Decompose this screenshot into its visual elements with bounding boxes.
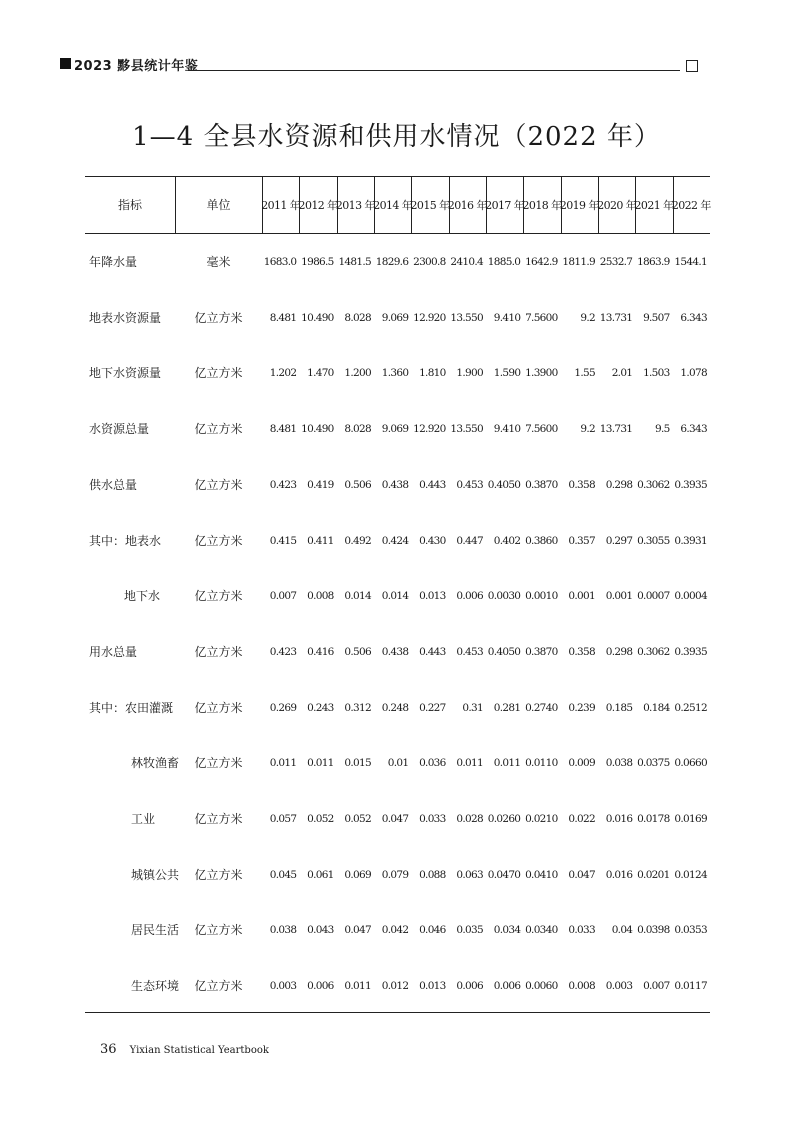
value-cell: 6.343 xyxy=(680,311,707,324)
row-unit: 亿立方米 xyxy=(194,477,243,492)
value-cell: 0.011 xyxy=(269,757,297,770)
value-cell: 0.006 xyxy=(456,980,483,993)
value-cell: 0.008 xyxy=(568,980,595,993)
value-cell: 0.447 xyxy=(456,534,483,547)
value-cell: 0.419 xyxy=(307,478,334,491)
table-row xyxy=(85,809,710,829)
value-cell: 0.0260 xyxy=(487,813,521,825)
value-cell: 1.3900 xyxy=(525,367,558,380)
value-cell: 0.506 xyxy=(344,645,371,658)
value-cell: 1.590 xyxy=(493,367,521,380)
header-title: 2023 黟县统计年鉴 xyxy=(74,59,199,74)
value-cell: 0.047 xyxy=(381,813,409,825)
value-cell: 9.5 xyxy=(655,423,670,436)
value-cell: 0.0010 xyxy=(525,590,558,603)
value-cell: 0.034 xyxy=(493,924,521,937)
value-cell: 0.269 xyxy=(269,701,297,714)
value-cell: 0.3935 xyxy=(674,478,707,491)
value-cell: 7.5600 xyxy=(525,311,558,324)
value-cell: 9.410 xyxy=(493,311,521,324)
value-cell: 0.022 xyxy=(568,813,595,825)
table-row xyxy=(85,976,710,996)
value-cell: 0.185 xyxy=(605,701,633,714)
value-cell: 12.920 xyxy=(413,311,446,324)
row-label: 林牧渔畜 xyxy=(131,756,180,771)
value-cell: 0.411 xyxy=(307,534,334,547)
value-cell: 0.4050 xyxy=(487,645,521,658)
value-cell: 1.360 xyxy=(381,367,409,380)
value-cell: 0.011 xyxy=(493,757,521,770)
value-cell: 0.423 xyxy=(269,478,297,491)
row-label: 地表水资源量 xyxy=(89,310,162,325)
value-cell: 8.028 xyxy=(344,423,371,436)
header-box-icon xyxy=(686,60,698,72)
value-cell: 13.731 xyxy=(599,311,633,324)
table-row xyxy=(85,753,710,773)
header-year: 2021 年 xyxy=(634,198,674,212)
value-cell: 0.0060 xyxy=(525,980,558,993)
value-cell: 1.470 xyxy=(307,367,334,380)
value-cell: 0.402 xyxy=(493,534,521,547)
value-cell: 0.184 xyxy=(643,701,670,714)
value-cell: 0.028 xyxy=(456,813,483,825)
table-row xyxy=(85,363,710,383)
value-cell: 0.506 xyxy=(344,478,371,491)
header-column-divider xyxy=(175,176,176,233)
value-cell: 2410.4 xyxy=(450,256,483,268)
value-cell: 0.492 xyxy=(344,534,371,547)
value-cell: 0.042 xyxy=(381,924,409,937)
value-cell: 1683.0 xyxy=(263,256,297,268)
value-cell: 1.810 xyxy=(419,367,446,380)
value-cell: 0.006 xyxy=(493,980,521,993)
value-cell: 0.0004 xyxy=(674,590,707,603)
value-cell: 8.028 xyxy=(344,311,371,324)
value-cell: 0.0117 xyxy=(674,980,707,993)
value-cell: 0.443 xyxy=(419,645,446,658)
value-cell: 0.036 xyxy=(419,757,446,770)
value-cell: 12.920 xyxy=(413,423,446,436)
value-cell: 0.038 xyxy=(269,924,297,937)
header-year: 2013 年 xyxy=(335,198,375,212)
value-cell: 0.01 xyxy=(387,757,409,770)
value-cell: 0.3062 xyxy=(637,478,670,491)
value-cell: 1.078 xyxy=(680,367,707,380)
value-cell: 0.424 xyxy=(381,534,409,547)
row-unit: 亿立方米 xyxy=(194,310,243,325)
row-unit: 亿立方米 xyxy=(194,700,243,715)
row-unit: 亿立方米 xyxy=(194,533,243,548)
value-cell: 10.490 xyxy=(301,423,334,436)
value-cell: 0.015 xyxy=(344,757,371,770)
value-cell: 9.069 xyxy=(381,423,409,436)
value-cell: 0.014 xyxy=(344,590,371,603)
value-cell: 0.3870 xyxy=(525,645,558,658)
value-cell: 0.0110 xyxy=(525,757,558,770)
value-cell: 2532.7 xyxy=(599,256,633,268)
value-cell: 1829.6 xyxy=(375,256,409,268)
value-cell: 0.358 xyxy=(568,478,595,491)
value-cell: 0.3860 xyxy=(525,534,558,547)
value-cell: 0.2740 xyxy=(525,701,558,714)
row-unit: 亿立方米 xyxy=(194,979,243,994)
row-unit: 亿立方米 xyxy=(194,589,243,604)
table-row xyxy=(85,865,710,885)
value-cell: 0.012 xyxy=(381,980,409,993)
header-indicator: 指标 xyxy=(117,198,142,212)
row-label: 其中：地表水 xyxy=(89,533,162,548)
value-cell: 0.011 xyxy=(456,757,483,770)
value-cell: 0.006 xyxy=(307,980,334,993)
value-cell: 0.3062 xyxy=(637,645,670,658)
value-cell: 0.243 xyxy=(307,701,334,714)
value-cell: 1.900 xyxy=(456,367,483,380)
header-year: 2018 年 xyxy=(522,198,562,212)
value-cell: 0.298 xyxy=(605,645,633,658)
value-cell: 0.298 xyxy=(605,478,633,491)
row-unit: 亿立方米 xyxy=(194,756,243,771)
header-year: 2012 年 xyxy=(298,198,338,212)
table-row xyxy=(85,698,710,718)
value-cell: 0.013 xyxy=(419,590,446,603)
value-cell: 0.007 xyxy=(643,980,670,993)
value-cell: 0.001 xyxy=(568,590,595,603)
value-cell: 0.0398 xyxy=(637,924,670,937)
page-footer xyxy=(100,1038,269,1057)
value-cell: 0.423 xyxy=(269,645,297,658)
header-square-icon xyxy=(60,58,71,69)
value-cell: 0.079 xyxy=(381,868,409,881)
value-cell: 0.31 xyxy=(462,701,483,714)
row-unit: 亿立方米 xyxy=(194,812,243,826)
value-cell: 0.438 xyxy=(381,478,409,491)
value-cell: 0.069 xyxy=(344,868,371,881)
row-label: 地下水资源量 xyxy=(89,366,162,381)
running-header xyxy=(60,56,700,72)
header-year: 2020 年 xyxy=(597,198,637,212)
value-cell: 9.069 xyxy=(381,311,409,324)
value-cell: 9.2 xyxy=(580,311,595,324)
value-cell: 0.0353 xyxy=(674,924,707,937)
value-cell: 0.415 xyxy=(269,534,297,547)
value-cell: 0.063 xyxy=(456,868,483,881)
value-cell: 1544.1 xyxy=(674,256,707,268)
value-cell: 0.043 xyxy=(307,924,334,937)
value-cell: 0.088 xyxy=(419,868,446,881)
value-cell: 0.443 xyxy=(419,478,446,491)
row-label: 供水总量 xyxy=(89,477,138,492)
value-cell: 0.011 xyxy=(344,980,371,993)
header-year: 2017 年 xyxy=(485,198,525,212)
header-year: 2014 年 xyxy=(373,198,413,212)
value-cell: 0.430 xyxy=(419,534,446,547)
value-cell: 1.55 xyxy=(574,367,595,380)
header-unit: 单位 xyxy=(206,198,231,212)
value-cell: 0.009 xyxy=(568,757,595,770)
row-label: 生态环境 xyxy=(131,979,180,994)
value-cell: 0.006 xyxy=(456,590,483,603)
page-title: 1—4 全县水资源和供用水情况（2022 年） xyxy=(132,122,661,152)
value-cell: 0.357 xyxy=(568,534,595,547)
header-year: 2011 年 xyxy=(261,198,301,212)
value-cell: 1642.9 xyxy=(525,256,558,268)
value-cell: 8.481 xyxy=(269,423,297,436)
value-cell: 0.0201 xyxy=(637,868,670,881)
value-cell: 1885.0 xyxy=(487,256,521,268)
value-cell: 0.438 xyxy=(381,645,409,658)
table-row xyxy=(85,475,710,495)
row-label: 年降水量 xyxy=(89,255,138,269)
value-cell: 0.061 xyxy=(307,868,334,881)
header-year: 2019 年 xyxy=(559,198,599,212)
value-cell: 0.453 xyxy=(456,478,483,491)
value-cell: 0.047 xyxy=(568,868,595,881)
row-label: 地下水 xyxy=(124,589,161,604)
value-cell: 6.343 xyxy=(680,423,707,436)
value-cell: 0.003 xyxy=(269,980,297,993)
value-cell: 0.0178 xyxy=(637,813,670,825)
value-cell: 0.0210 xyxy=(525,813,558,825)
value-cell: 0.0660 xyxy=(674,757,707,770)
table-row xyxy=(85,586,710,606)
value-cell: 0.052 xyxy=(307,813,334,825)
value-cell: 8.481 xyxy=(269,311,297,324)
value-cell: 0.033 xyxy=(419,813,446,825)
value-cell: 0.239 xyxy=(568,701,595,714)
value-cell: 0.0470 xyxy=(487,868,521,881)
value-cell: 1.200 xyxy=(344,367,371,380)
table-bottom-rule xyxy=(85,1012,710,1013)
row-unit: 亿立方米 xyxy=(194,644,243,659)
value-cell: 10.490 xyxy=(301,311,334,324)
value-cell: 0.3931 xyxy=(674,534,707,547)
value-cell: 9.507 xyxy=(643,311,670,324)
value-cell: 0.0030 xyxy=(487,590,521,603)
value-cell: 0.227 xyxy=(419,701,446,714)
value-cell: 0.016 xyxy=(605,868,633,881)
value-cell: 1986.5 xyxy=(301,256,334,268)
table-row xyxy=(85,252,710,272)
value-cell: 0.0007 xyxy=(637,590,670,603)
value-cell: 0.011 xyxy=(307,757,334,770)
row-unit: 亿立方米 xyxy=(194,923,243,938)
value-cell: 0.008 xyxy=(307,590,334,603)
header-year: 2015 年 xyxy=(410,198,450,212)
value-cell: 0.003 xyxy=(605,980,633,993)
value-cell: 0.033 xyxy=(568,924,595,937)
value-cell: 2.01 xyxy=(611,367,633,380)
row-label: 水资源总量 xyxy=(89,422,150,437)
table-row xyxy=(85,642,710,662)
value-cell: 0.3055 xyxy=(637,534,670,547)
value-cell: 0.3935 xyxy=(674,645,707,658)
value-cell: 0.281 xyxy=(493,701,521,714)
value-cell: 0.052 xyxy=(344,813,371,825)
row-unit: 亿立方米 xyxy=(194,422,243,437)
value-cell: 1.202 xyxy=(269,367,297,380)
value-cell: 7.5600 xyxy=(525,423,558,436)
row-label: 其中：农田灌溉 xyxy=(89,700,174,715)
row-unit: 亿立方米 xyxy=(194,867,243,882)
value-cell: 1.503 xyxy=(643,367,670,380)
value-cell: 0.016 xyxy=(605,813,633,825)
value-cell: 0.358 xyxy=(568,645,595,658)
row-label: 工业 xyxy=(131,812,156,826)
value-cell: 0.0169 xyxy=(674,813,707,825)
value-cell: 0.046 xyxy=(419,924,446,937)
value-cell: 0.0375 xyxy=(637,757,670,770)
value-cell: 0.038 xyxy=(605,757,633,770)
value-cell: 0.312 xyxy=(344,701,371,714)
row-label: 城镇公共 xyxy=(131,867,180,882)
row-unit: 亿立方米 xyxy=(194,366,243,381)
value-cell: 0.297 xyxy=(605,534,633,547)
table-row xyxy=(85,308,710,328)
value-cell: 0.014 xyxy=(381,590,409,603)
value-cell: 0.04 xyxy=(611,924,633,937)
value-cell: 1481.5 xyxy=(338,256,371,268)
value-cell: 13.731 xyxy=(599,423,633,436)
value-cell: 0.0124 xyxy=(674,868,707,881)
value-cell: 0.4050 xyxy=(487,478,521,491)
table-row xyxy=(85,419,710,439)
value-cell: 0.2512 xyxy=(674,701,707,714)
value-cell: 13.550 xyxy=(450,423,483,436)
value-cell: 13.550 xyxy=(450,311,483,324)
page-number: 36 xyxy=(100,1042,117,1057)
value-cell: 0.001 xyxy=(605,590,633,603)
value-cell: 0.0410 xyxy=(525,868,558,881)
value-cell: 1863.9 xyxy=(637,256,670,268)
value-cell: 0.3870 xyxy=(525,478,558,491)
table-row xyxy=(85,920,710,940)
value-cell: 0.047 xyxy=(344,924,371,937)
row-label: 居民生活 xyxy=(131,923,180,938)
row-unit: 毫米 xyxy=(206,255,231,269)
value-cell: 0.035 xyxy=(456,924,483,937)
value-cell: 9.410 xyxy=(493,423,521,436)
value-cell: 0.007 xyxy=(269,590,297,603)
footer-text: Yixian Statistical Yeartbook xyxy=(129,1045,269,1056)
value-cell: 2300.8 xyxy=(413,256,446,268)
table-row xyxy=(85,531,710,551)
value-cell: 0.248 xyxy=(381,701,409,714)
row-label: 用水总量 xyxy=(89,644,138,659)
value-cell: 1811.9 xyxy=(562,256,595,268)
value-cell: 0.045 xyxy=(269,868,297,881)
value-cell: 9.2 xyxy=(580,423,595,436)
value-cell: 0.453 xyxy=(456,645,483,658)
value-cell: 0.0340 xyxy=(525,924,558,937)
header-rule xyxy=(188,70,680,71)
value-cell: 0.013 xyxy=(419,980,446,993)
table-header-rule xyxy=(85,233,710,234)
value-cell: 0.057 xyxy=(269,813,297,825)
header-year: 2022 年 xyxy=(671,198,711,212)
header-year: 2016 年 xyxy=(447,198,487,212)
value-cell: 0.416 xyxy=(307,645,334,658)
